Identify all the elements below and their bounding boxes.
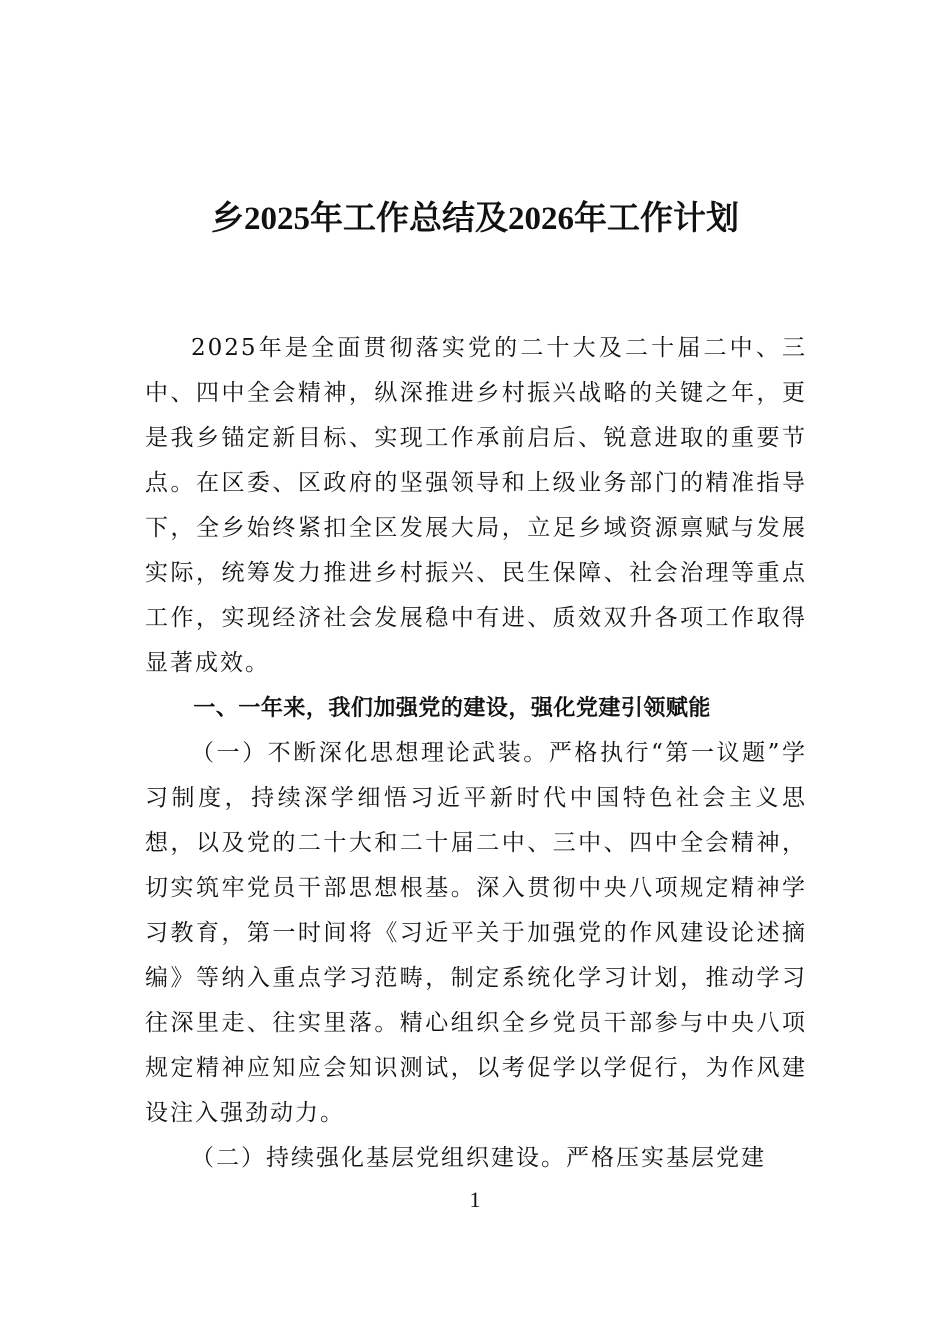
- page-number: 1: [469, 1187, 481, 1212]
- subsection-2-text: 严格压实基层党建: [566, 1145, 766, 1171]
- subsection-1-text: 严格执行“第一议题”学习制度，持续深学细悟习近平新时代中国特色社会主义思想，以及党的二十大和二十届二中、三中、四中全会精神，切实筑牢党员干部思想根基。深入贯彻中央八项规定精神学习教育，第一时间将《习近平关于加强党的作风建设论述摘编》等纳入重点学习范畴，制定系统化学习计划，推动学习往深里走、往实里落。精心组织全乡党员干部参与中央八项规定精神应知应会知识测试，以考促学以学促行，为作风建设注入强劲动力。: [145, 740, 807, 1126]
- section-heading-1: 一、一年来，我们加强党的建设，强化党建引领赋能: [193, 696, 711, 721]
- subsection-2-lead: （二）持续强化基层党组织建设。: [191, 1145, 566, 1171]
- document-body: [145, 326, 807, 1181]
- subsection-2-paragraph: [145, 1136, 807, 1181]
- document-title: 乡2025年工作总结及2026年工作计划: [211, 201, 739, 237]
- intro-paragraph: 2025年是全面贯彻落实党的二十大及二十届二中、三中、四中全会精神，纵深推进乡村振兴战略的关键之年，更是我乡锚定新目标、实现工作承前启后、锐意进取的重要节点。在区委、区政府的坚强领导和上级业务部门的精准指导下，全乡始终紧扣全区发展大局，立足乡域资源禀赋与发展实际，统筹发力推进乡村振兴、民生保障、社会治理等重点工作，实现经济社会发展稳中有进、质效双升各项工作取得显著成效。: [145, 335, 807, 676]
- subsection-1-lead: （一）不断深化思想理论武装。: [191, 740, 549, 766]
- subsection-1-paragraph: [145, 731, 807, 1136]
